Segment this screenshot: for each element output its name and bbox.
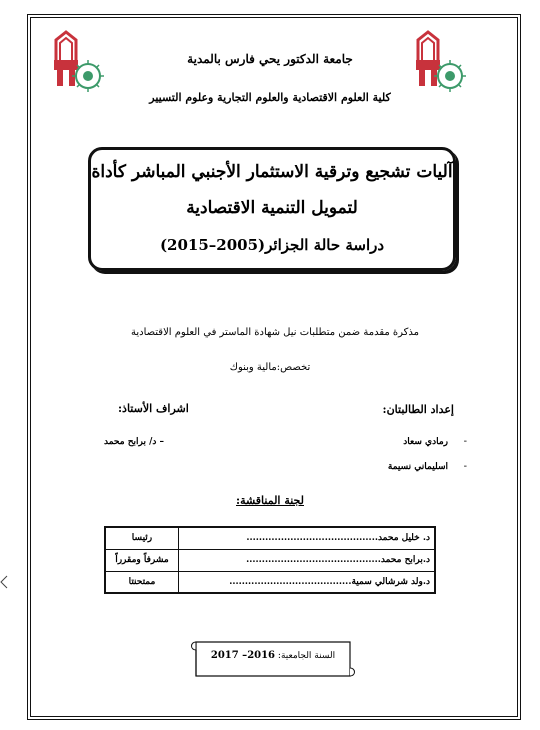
specialty: تخصص:مالية وبنوك xyxy=(229,362,311,373)
academic-year-value: 2016– 2017 xyxy=(210,650,276,661)
academic-year-label: السنة الجامعية: xyxy=(277,651,336,661)
university-logo-left xyxy=(50,30,106,94)
table-row xyxy=(105,527,435,549)
jury-member-role: ممتحنتا xyxy=(105,571,178,593)
jury-member-role: رئيسا xyxy=(105,527,178,549)
table-row xyxy=(105,549,435,571)
faculty-name: كلية العلوم الاقتصادية والعلوم التجارية وعلوم التسيير xyxy=(149,91,391,104)
supervisor-name: – د/ برابح محمد xyxy=(104,437,165,447)
university-logo-right xyxy=(412,30,468,94)
thesis-title-line-2: لتمويل التنمية الاقتصادية xyxy=(186,198,358,218)
cursor-edge-icon xyxy=(0,575,8,589)
table-row xyxy=(105,571,435,593)
jury-member-name: د.ولد شرشالي سمية....................................... xyxy=(178,571,435,593)
committee-title: لجنة المناقشة: xyxy=(236,494,304,507)
list-bullet: - xyxy=(463,436,467,447)
thesis-title-box xyxy=(88,147,456,271)
list-bullet: - xyxy=(463,461,467,472)
student-name-2: اسليماني نسيمة xyxy=(387,462,448,472)
student-name-1: رمادي سعاد xyxy=(403,437,448,447)
thesis-title-line-1: آليات تشجيع وترقية الاستثمار الأجنبي المباشر كأداة xyxy=(91,162,453,182)
jury-member-role: مشرفاً ومقرراً xyxy=(105,549,178,571)
jury-table xyxy=(104,526,436,594)
thesis-subtitle-case-study: دراسة حالة الجزائر(2005–2015) xyxy=(159,236,385,254)
supervisor-label: اشراف الأستاذ: xyxy=(118,402,189,415)
jury-member-name: د.برابح محمد........................................... xyxy=(178,549,435,571)
prepared-by-label: إعداد الطالبتان: xyxy=(382,403,454,416)
jury-member-name: د. خليل محمد.......................................... xyxy=(178,527,435,549)
university-name: جامعة الدكتور يحي فارس بالمدية xyxy=(187,52,353,66)
academic-year xyxy=(196,650,350,661)
memo-statement: مذكرة مقدمة ضمن متطلبات نيل شهادة الماستر في العلوم الاقتصادية xyxy=(130,327,420,338)
